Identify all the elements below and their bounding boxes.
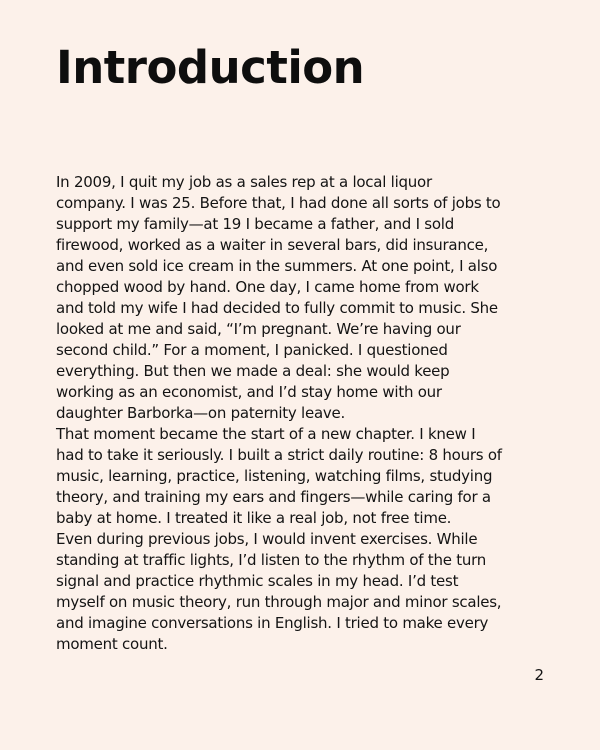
page-title: Introduction: [56, 41, 365, 94]
page-number: 2: [534, 666, 544, 684]
body-text: [56, 172, 506, 655]
paragraph: Even during previous jobs, I would invent exercises. While standing at traffic lights, I’d listen to the rhythm of the turn signal and practice rhythmic scales in my head. I’d test myself on music theory, run through major and minor scales, and imagine conversations in English. I tried to make every moment count.: [56, 530, 502, 653]
paragraph: In 2009, I quit my job as a sales rep at a local liquor company. I was 25. Before that, I had done all sorts of jobs to support my family—at 19 I became a father, and I sold firewood, worked as a waiter in several bars, did insurance, and even sold ice cream in the summers. At one point, I also chopped wood by hand. One day, I came home from work and told my wife I had decided to fully commit to music. She looked at me and said, “I’m pregnant. We’re having our second child.” For a moment, I panicked. I questioned everything. But then we made a deal: she would keep working as an economist, and I’d stay home with our daughter Barborka—on paternity leave.: [56, 173, 501, 422]
paragraph: That moment became the start of a new chapter. I knew I had to take it seriously. I built a strict daily routine: 8 hours of music, learning, practice, listening, watching films, studying theory, and training my ears and fingers—while caring for a baby at home. I treated it like a real job, not free time.: [56, 425, 502, 527]
